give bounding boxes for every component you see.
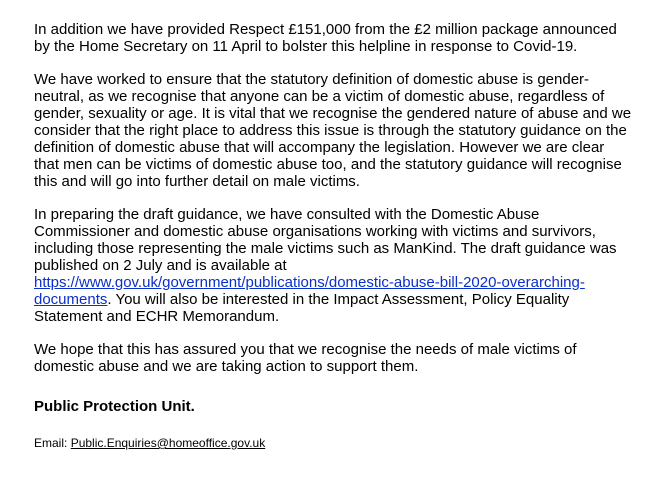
signature: Public Protection Unit. — [34, 398, 195, 415]
email-address-link[interactable]: Public.Enquiries@homeoffice.gov.uk — [70, 436, 266, 450]
guidance-link[interactable]: https://www.gov.uk/government/publications/domestic-abuse-bill-2020-overarching- — [34, 274, 585, 291]
email-label: Email: — [34, 436, 71, 450]
letter-body — [34, 21, 656, 450]
text-line: We have worked to ensure that the statutory definition of domestic abuse is gender- — [34, 71, 590, 88]
guidance-link-continued[interactable]: documents — [34, 291, 108, 308]
text-line: published on 2 July and is available at — [34, 257, 287, 274]
text-line: Statement and ECHR Memorandum. — [34, 308, 280, 325]
text-line: definition of domestic abuse that will accompany the legislation. However we are clear — [34, 139, 605, 156]
text-line — [34, 274, 656, 291]
text-after-link: . You will also be interested in the Impact Assessment, Policy Equality — [107, 291, 570, 308]
email-line — [34, 436, 656, 450]
paragraph-funding — [34, 21, 656, 55]
text-line: by the Home Secretary on 11 April to bolster this helpline in response to Covid-19. — [34, 38, 578, 55]
text-line — [34, 291, 656, 308]
text-line: In addition we have provided Respect £151,000 from the £2 million package announced — [34, 21, 617, 38]
text-line: In preparing the draft guidance, we have consulted with the Domestic Abuse — [34, 206, 540, 223]
text-line: this and will go into further detail on male victims. — [34, 173, 360, 190]
text-line: Commissioner and domestic abuse organisations working with victims and survivors, — [34, 223, 596, 240]
paragraph-definition — [34, 71, 656, 190]
text-line: We hope that this has assured you that we recognise the needs of male victims of — [34, 341, 577, 358]
text-line: gender, sexuality or age. It is vital that we recognise the gendered nature of abuse and we — [34, 105, 632, 122]
text-line: that men can be victims of domestic abuse too, and the statutory guidance will recognise — [34, 156, 622, 173]
paragraph-closing — [34, 341, 656, 375]
text-line: including those representing the male victims such as ManKind. The draft guidance was — [34, 240, 617, 257]
text-line: domestic abuse and we are taking action to support them. — [34, 358, 419, 375]
text-line: neutral, as we recognise that anyone can be a victim of domestic abuse, regardless of — [34, 88, 605, 105]
paragraph-guidance — [34, 206, 656, 325]
text-line: consider that the right place to address this issue is through the statutory guidance on the — [34, 122, 627, 139]
